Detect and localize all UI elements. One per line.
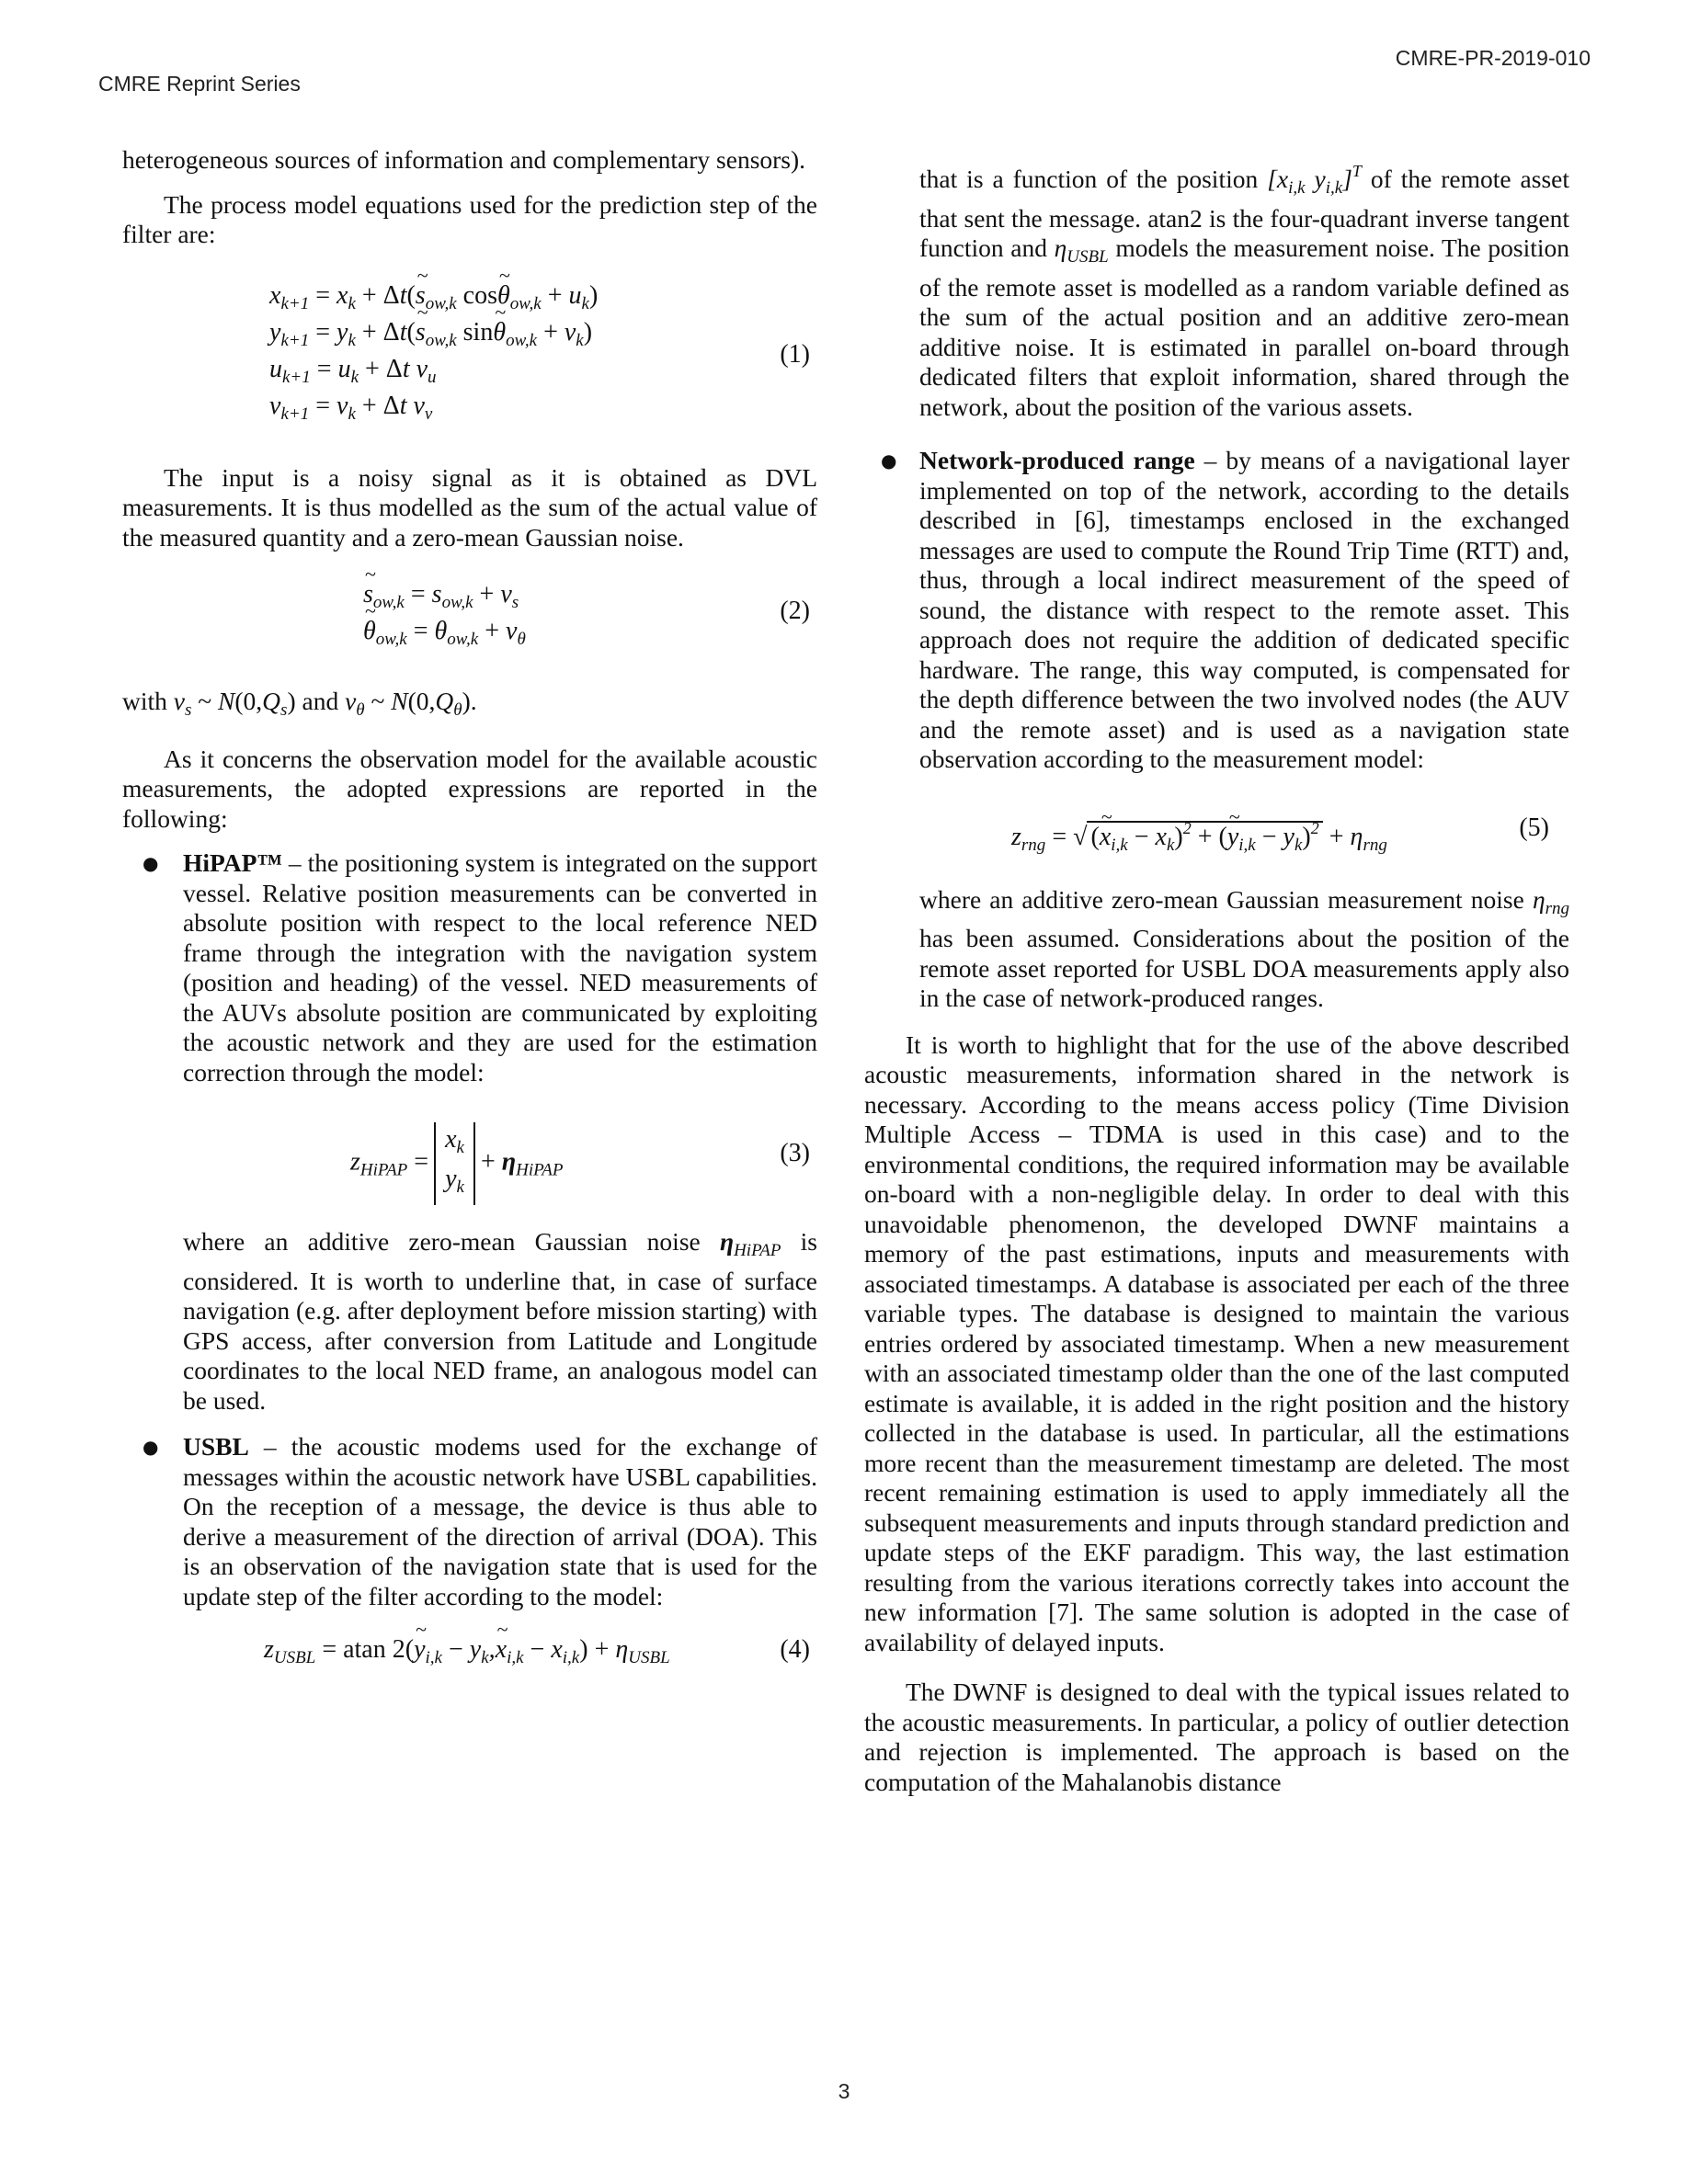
text: where an additive zero-mean Gaussian noise xyxy=(183,1227,701,1256)
bullet-text: – by means of a navigational layer implemented on top of the network, according to the details described in [6], timestamps enclosed in the exchanged messages are used to compute the Round Trip Time (RTT) and, thus, through a local indirect measurement of the speed of sound, the distance with respect to the remote asset. This approach does not require the addition of dedicated specific hardware. The range, this way computed, is compensated for the depth difference between the two involved nodes (the AUV and the remote asset) and is used as a navigation state observation according to the measurement model: xyxy=(919,446,1569,773)
bullet-icon: ● xyxy=(143,1436,159,1458)
continued-bullet xyxy=(864,156,1569,422)
bullet-icon: ● xyxy=(881,449,897,472)
text: that is a function of the position xyxy=(919,165,1259,193)
paragraph: heterogeneous sources of information and complementary sensors). xyxy=(122,145,806,174)
series-title: CMRE Reprint Series xyxy=(98,72,301,96)
equation-1: $x_{k+1} = x_k$ + Δt(~ $s_{ow,k}$ cos~ $\theta_{ow,k} + u_k$) $y_{k+1} = y_k$ + Δt(~ $s_{ow,k}$ sin~ $\theta_{ow,k} + v_k$) $u_{k+1} = u_k + \Delta t$ $\nu_u$ $v_{k+1} = v_k + \Delta t$ $\nu_v$ (1) xyxy=(122,268,817,443)
document-id: CMRE-PR-2019-010 xyxy=(1395,46,1591,70)
bullet-item-usbl xyxy=(122,1432,817,1683)
equation-number: (3) xyxy=(780,1139,810,1167)
paragraph: where an additive zero-mean Gaussian measurement noise $\eta_{rng}$ has been assumed. Considerations about the position of the remote asset reported for USBL DOA measurements apply also in the case of network-produced ranges. xyxy=(919,884,1570,1012)
text: of the remote asset that sent the message. atan2 is the four-quadrant inverse tangent function and xyxy=(919,165,1570,262)
bullet-title: HiPAP™ xyxy=(183,848,282,877)
left-column xyxy=(122,145,817,1700)
paragraph: It is worth to highlight that for the use of the above described acoustic measurements, information shared in the network is necessary. According to the means access policy (Time Division Multiple Access – TDMA is used in this case) and to the environmental conditions, the required information may be available on-board with a non-negligible delay. In order to deal with this unavoidable phenomenon, the developed DWNF maintains a memory of the past estimations, inputs and measurements with associated timestamps. A database is associated per each of the three variable types. The database is designed to maintain the various entries ordered by associated timestamp. When a new measurement with an associated timestamp older than the one of the last computed estimate is available, it is added in the right position and the history collected in the database is used. In particular, all the estimations more recent than the measurement timestamp are deleted. The most recent remaining estimation is used to apply immediately all the subsequent measurements and inputs through standard prediction and update steps of the EKF paradigm. This way, the last estimation resulting from the various iterations correctly takes into account the new information [7]. The same solution is adopted in the case of availability of delayed inputs. xyxy=(864,1029,1569,1656)
equation-number: (5) xyxy=(1519,813,1549,842)
paragraph: with $\nu_s$ ~ $N(0,Q_s)$ and $\nu_\theta$ ~ $N(0,Q_\theta)$. xyxy=(122,687,477,720)
text: has been assumed. Considerations about the position of the remote asset reported for USBL DOA measurements apply also in the case of network-produced ranges. xyxy=(919,924,1569,1012)
equation-4: $z_{USBL} = atan$ 2(~ $y_{i,k}$ − $y_k,\sim$ $x_{i,k} - x_{i,k}) + \eta_{USBL}$ (4) xyxy=(183,1628,817,1683)
paragraph: The input is a noisy signal as it is obtained as DVL measurements. It is thus modelled as the sum of the actual value of the measured quantity and a zero-mean Gaussian noise. xyxy=(122,462,817,552)
word-with: with xyxy=(122,687,167,715)
bullet-title: Network-produced range xyxy=(919,446,1195,474)
text: is considered. It is worth to underline that, in case of surface navigation (e.g. after deployment before mission starting) with GPS access, after conversion from Latitude and Longitude coordinates to the local NED frame, an analogous model can be used. xyxy=(183,1227,818,1415)
equation-5: $z_{rng}$ = √ (~ $x_{i,k} - x_k)^2$ + (~ $y_{i,k} - y_k)^2 + \eta_{rng}$ (5) xyxy=(919,801,1569,874)
text: where an additive zero-mean Gaussian measurement noise xyxy=(919,884,1524,914)
bullet-item-hipap xyxy=(122,848,817,1416)
equation-number: (2) xyxy=(780,597,810,625)
equation-2: ~ $s_{ow,k} = s_{ow,k} + \nu_s$ ~ $\theta_{ow,k} = \theta_{ow,k} + \nu_\theta$ (2) xyxy=(122,576,817,668)
equation-3: $z_{HiPAP} =x_k$ $y_k+ \eta_{HiPAP}$ (3) xyxy=(183,1109,817,1211)
bullet-item-network-range xyxy=(864,446,1569,1014)
page-number: 3 xyxy=(838,2079,850,2103)
bullet-text: – the positioning system is integrated on the support vessel. Relative position measurements can be converted in absolute position with respect to the local reference NED frame through the integration with the navigation system (position and heading) of the vessel. NED measurements of the AUVs absolute position are communicated by exploiting the acoustic network and they are used for the estimation correction through the model: xyxy=(183,848,817,1086)
bullet-text: – the acoustic modems used for the exchange of messages within the acoustic network have USBL capabilities. On the reception of a message, the device is thus able to derive a measurement of the direction of arrival (DOA). This is an observation of the navigation state that is used for the update step of the filter according to the model: xyxy=(183,1432,817,1610)
right-column xyxy=(864,156,1569,1812)
bullet-icon: ● xyxy=(143,852,159,874)
equation-number: (4) xyxy=(780,1635,810,1664)
paragraph: where an additive zero-mean Gaussian noise $\eta_{HiPAP}$ is considered. It is worth to underline that, in case of surface navigation (e.g. after deployment before mission starting) with GPS access, after conversion from Latitude and Longitude coordinates to the local NED frame, an analogous model can be used. xyxy=(183,1227,818,1415)
paragraph: that is a function of the position [$x_{i,k}$ $y_{i,k}]^T$ of the remote asset that sent the message. atan2 is the four-quadrant inverse tangent function and $\eta_{USBL}$ models the measurement noise. The position of the remote asset is modelled as a random variable defined as the sum of the actual position and an additive zero-mean additive noise. It is estimated in parallel on-board through dedicated filters that exploit information, shared through the network, about the position of the various assets. xyxy=(919,162,1570,421)
paragraph: As it concerns the observation model for the available acoustic measurements, the adopted expressions are reported in the following: xyxy=(122,744,817,833)
paragraph: The process model equations used for the prediction step of the filter are: xyxy=(122,189,817,248)
paragraph: The DWNF is designed to deal with the typical issues related to the acoustic measurements. In particular, a policy of outlier detection and rejection is implemented. The approach is based on the computation of the Mahalanobis distance xyxy=(864,1678,1569,1796)
equation-number: (1) xyxy=(780,339,810,369)
text: models the measurement noise. The position of the remote asset is modelled as a random variable defined as the sum of the actual position and an additive zero-mean additive noise. It is estimated in parallel on-board through dedicated filters that exploit information, shared through the network, about the position of the various assets. xyxy=(919,233,1569,421)
bullet-title: USBL xyxy=(183,1432,249,1461)
